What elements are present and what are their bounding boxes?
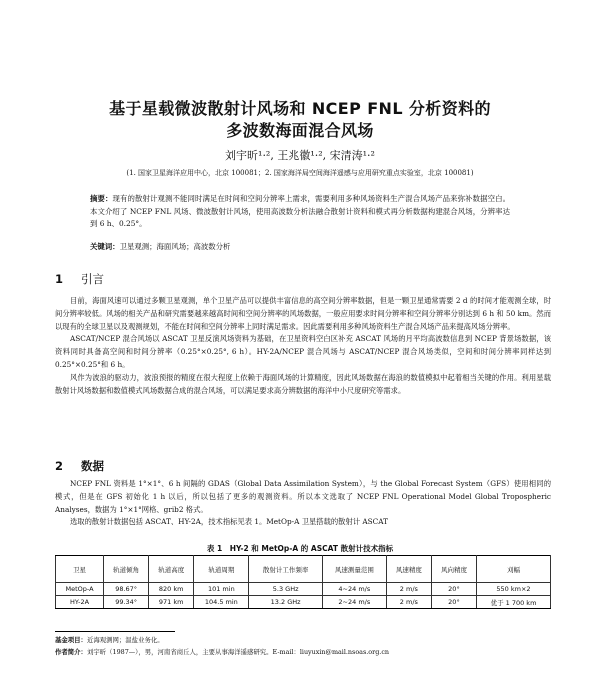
keywords-label: 关键词： xyxy=(90,242,120,251)
table-cell: MetOp-A xyxy=(56,583,104,596)
table-header-row xyxy=(56,556,551,583)
table-caption: 表 1 HY-2 和 MetOp-A 的 ASCAT 散射计技术指标 xyxy=(206,544,394,553)
author-affiliation: (1. 国家卫星海洋应用中心，北京 100081；2. 国家海洋局空间海洋遥感与应用研究重点实验室，北京 100081) xyxy=(126,169,474,177)
introduction-body xyxy=(55,295,551,397)
footnote-author-bio xyxy=(55,647,551,658)
section-title: 引言 xyxy=(81,272,104,286)
table-header-cell: 风速精度 xyxy=(386,556,431,583)
table-cell: 2 m/s xyxy=(386,596,431,609)
paragraph: NCEP FNL 资料是 1°×1°、6 h 间隔的 GDAS（Global Data Assimilation System），与 the Global Forecast System（GFS）使用相同的模式，但是在 GFS 初始化 1 h 以后，所以包括了更多的观测资料。所以本文选取了 NCEP FNL Operational Model Global Tropospheric Analyses，数据为 1°×1°网格、grib2 格式。 xyxy=(55,479,551,514)
paragraph: ASCAT/NCEP 混合风场以 ASCAT 卫星反演风场资料为基础，在卫星资料空白区补充 ASCAT 风场的月平均高波数信息到 NCEP 背景场数据，该资料同时具备高空间和时间分辨率（0.25°×0.25°, 6 h）。HY-2A/NCEP 混合风场与 ASCAT/NCEP 混合风场类似，空间和时间分辨率同样达到 0.25°×0.25°和 6 h。 xyxy=(55,334,551,369)
footnote-text: 近海观测网；温盐业务化。 xyxy=(86,636,164,644)
author-list: 刘宇昕¹·², 王兆徽¹·², 宋清涛¹·² xyxy=(225,149,375,162)
paper-title-line-1: 基于星载微波散射计风场和 NCEP FNL 分析资料的 xyxy=(109,99,491,118)
table-cell: 2 m/s xyxy=(386,583,431,596)
table-cell: HY-2A xyxy=(56,596,104,609)
table-header-cell: 刈幅 xyxy=(476,556,550,583)
table-cell: 101 min xyxy=(194,583,249,596)
abstract xyxy=(90,193,510,231)
table-header-cell: 轨道高度 xyxy=(149,556,194,583)
table-cell: 98.67° xyxy=(104,583,149,596)
keywords-text: 卫星观测；海面风场；高波数分析 xyxy=(119,242,231,251)
section-number: 1 xyxy=(55,272,64,286)
footnote-label: 基金项目： xyxy=(55,636,87,644)
table-cell: 优于 1 700 km xyxy=(476,596,550,609)
section-heading-introduction xyxy=(55,271,104,287)
table-header-cell: 轨道周期 xyxy=(194,556,249,583)
table-header-cell: 风速测量范围 xyxy=(322,556,386,583)
section-title: 数据 xyxy=(81,459,104,473)
table-header-cell: 轨道倾角 xyxy=(104,556,149,583)
footnote-text: 刘宇昕（1987—），男，河南省商丘人，主要从事海洋遥感研究。E-mail：liuyuxin@mail.nsoas.org.cn xyxy=(86,648,390,656)
paper-title-line-2: 多波数海面混合风场 xyxy=(226,121,374,140)
table-header-cell: 散射计工作频率 xyxy=(249,556,322,583)
data-section-body xyxy=(55,478,551,529)
table-cell: 5.3 GHz xyxy=(249,583,322,596)
keywords xyxy=(90,241,510,252)
table-row xyxy=(56,583,551,596)
table-cell: 13.2 GHz xyxy=(249,596,322,609)
paragraph: 选取的散射计数据包括 ASCAT、HY-2A，技术指标见表 1。MetOp-A 卫星搭载的散射计 ASCAT xyxy=(70,517,388,527)
section-heading-data xyxy=(55,458,104,474)
table-cell: 4~24 m/s xyxy=(322,583,386,596)
paragraph: 风作为波浪的驱动力，波浪预报的精度在很大程度上依赖于海面风场的计算精度，因此风场数据在海浪的数值模拟中起着相当关键的作用。利用星载散射计风场数据和数值模式风场数据合成的混合风场，可以满足要求高分辨数据的海洋中小尺度研究等需求。 xyxy=(55,372,551,395)
table-row xyxy=(56,596,551,609)
table-cell: 104.5 min xyxy=(194,596,249,609)
section-number: 2 xyxy=(55,459,64,473)
scatterometer-spec-table xyxy=(55,555,551,609)
footnote-divider xyxy=(55,631,175,632)
footnote-funding xyxy=(55,635,551,646)
abstract-label: 摘要： xyxy=(90,194,113,203)
table-cell: 971 km xyxy=(149,596,194,609)
table-cell: 820 km xyxy=(149,583,194,596)
paragraph: 目前，海面风速可以通过多颗卫星观测，单个卫星产品可以提供丰富信息的高空间分辨率数据，但是一颗卫星通常需要 2 d 的时间才能观测全球，时间分辨率较低。风场的相关产品和研究需要越来越高时间和空间分辨率的风场数据，一般应用要求时间分辨率和空间分辨率分别达到 6 h 和 50 km。然而以现有的全球卫星以及观测规划，不能在时间和空间分辨率上同时满足需求。因此需要利用多种风场资料生产混合风场产品来提高风场分辨率。 xyxy=(55,296,551,331)
footnote-label: 作者简介： xyxy=(55,648,87,656)
abstract-text: 现有的散射计观测不能同时满足在时间和空间分辨率上需求，需要利用多种风场资料生产混合风场产品来弥补数据空白。本文介绍了 NCEP FNL 风场、微波散射计风场，使用高波数分析法融合散射计资料和模式再分析数据构建混合风场，分辨率达到 6 h、0.25°。 xyxy=(90,194,510,229)
table-cell: 550 km×2 xyxy=(476,583,550,596)
table-header-cell: 风向精度 xyxy=(431,556,476,583)
table-cell: 99.34° xyxy=(104,596,149,609)
table-cell: 20° xyxy=(431,583,476,596)
table-header-cell: 卫星 xyxy=(56,556,104,583)
table-cell: 2~24 m/s xyxy=(322,596,386,609)
table-cell: 20° xyxy=(431,596,476,609)
